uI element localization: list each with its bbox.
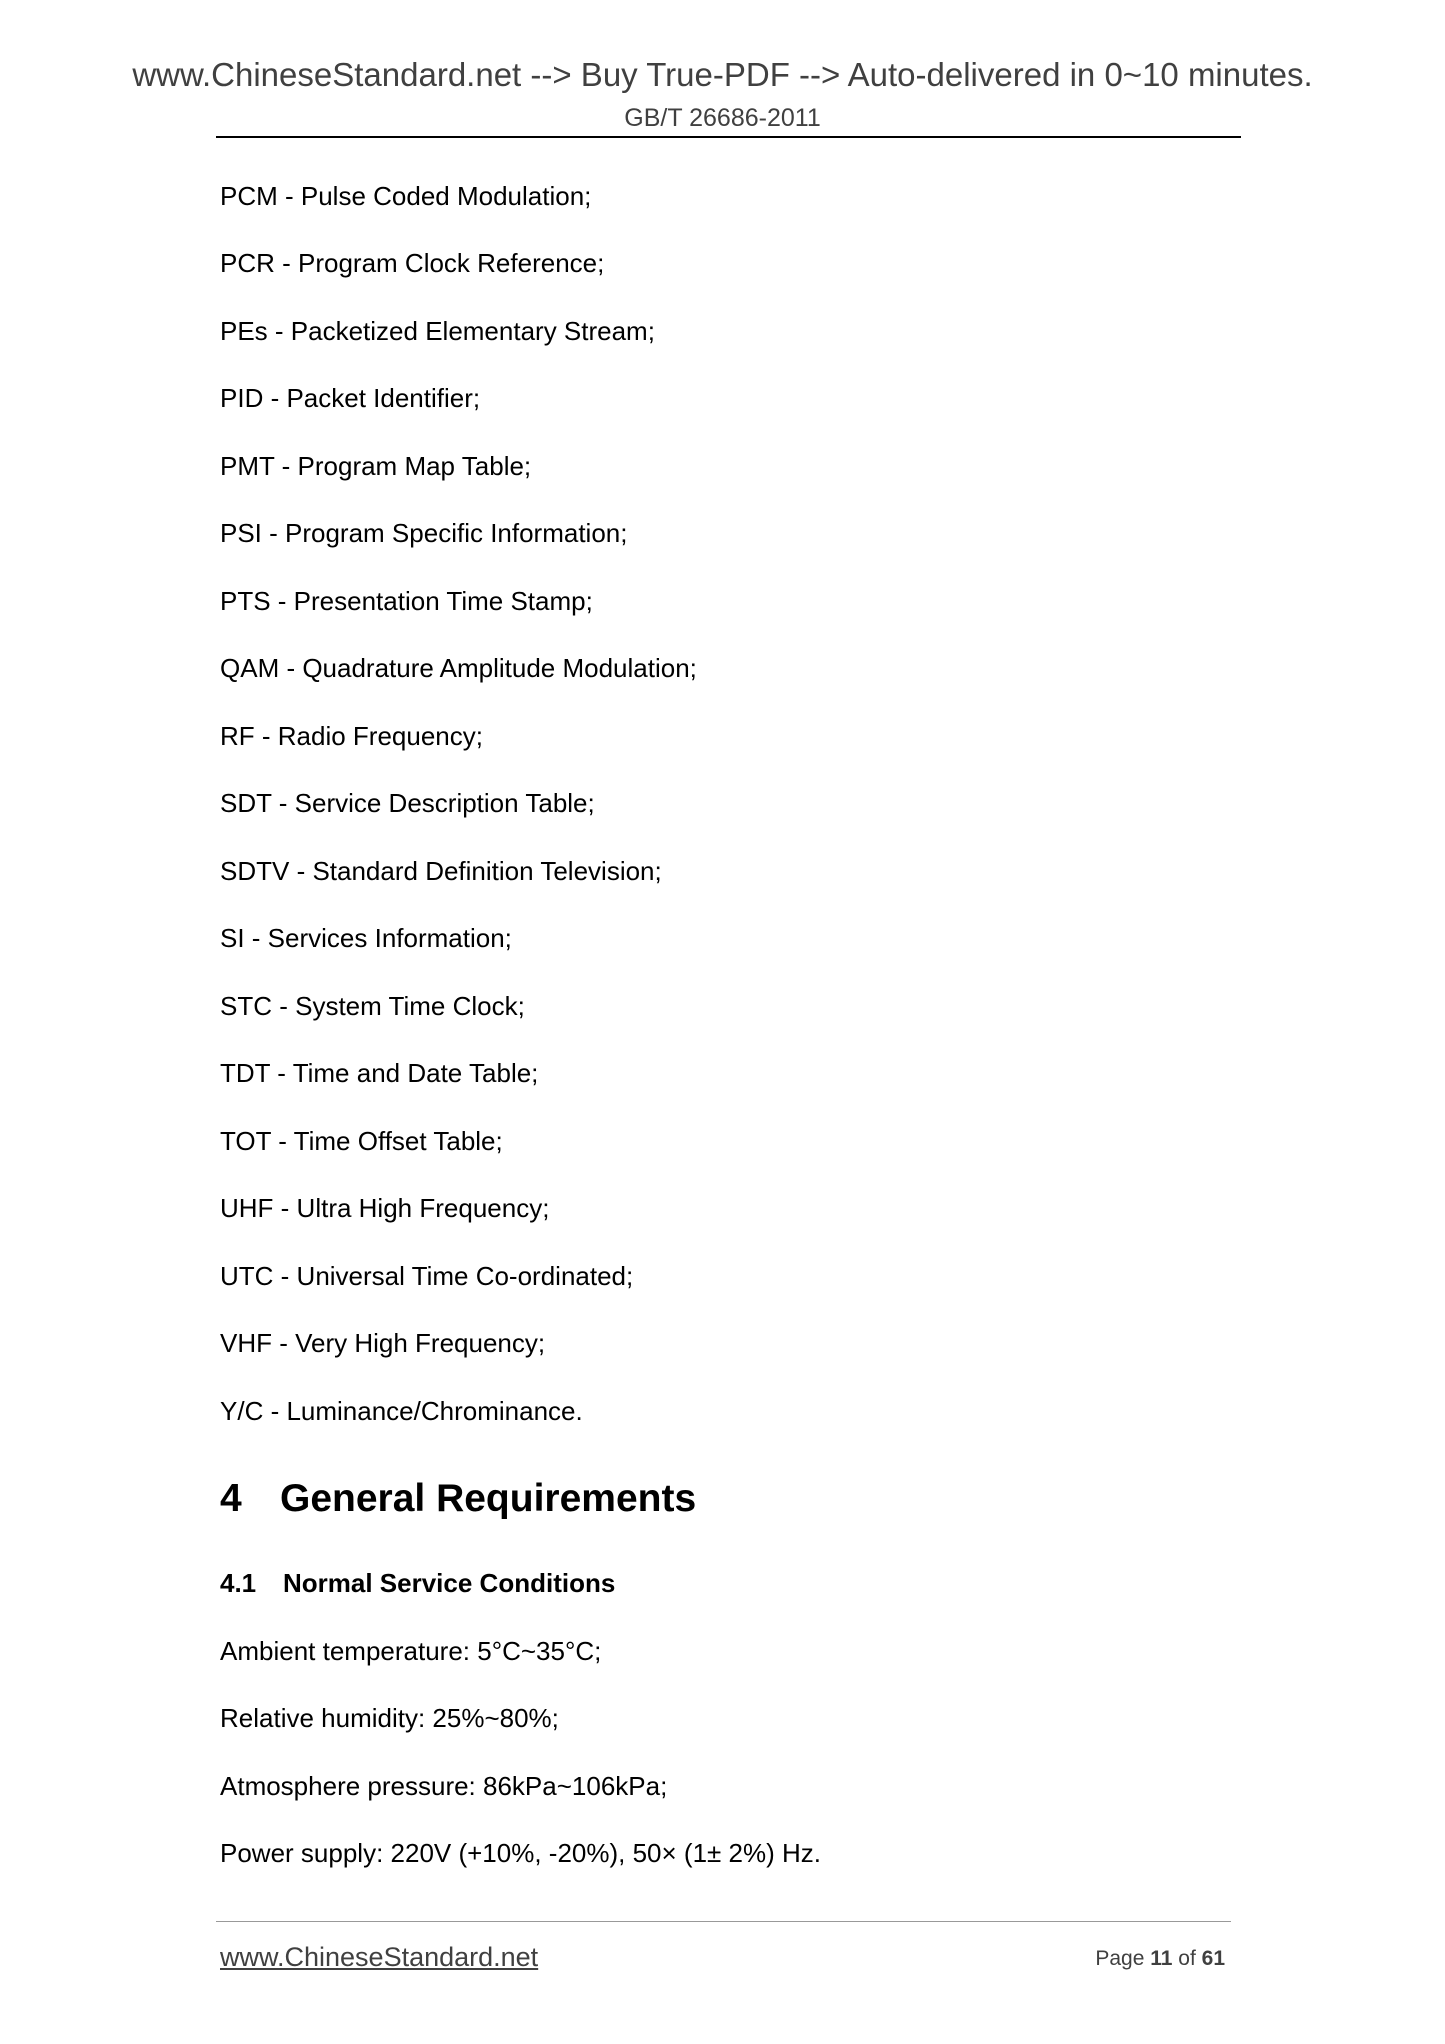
- abbreviation-item: QAM - Quadrature Amplitude Modulation;: [220, 653, 697, 683]
- abbreviation-item: VHF - Very High Frequency;: [220, 1328, 546, 1358]
- abbreviation-item: STC - System Time Clock;: [220, 991, 525, 1021]
- page-total: 61: [1201, 1947, 1225, 1970]
- abbreviation-item: PID - Packet Identifier;: [220, 383, 481, 413]
- page-current: 11: [1150, 1947, 1173, 1970]
- footer-divider: [216, 1921, 1231, 1922]
- abbreviation-item: UTC - Universal Time Co-ordinated;: [220, 1261, 634, 1291]
- footer-website-link[interactable]: www.ChineseStandard.net: [220, 1942, 539, 1972]
- abbreviation-item: PSI - Program Specific Information;: [220, 518, 628, 548]
- abbreviation-item: TDT - Time and Date Table;: [220, 1058, 539, 1088]
- condition-relative-humidity: Relative humidity: 25%~80%;: [220, 1703, 559, 1733]
- abbreviation-item: PTS - Presentation Time Stamp;: [220, 586, 593, 616]
- subsection-heading: [220, 1570, 615, 1596]
- abbreviation-item: UHF - Ultra High Frequency;: [220, 1193, 550, 1223]
- subsection-title: Normal Service Conditions: [283, 1568, 616, 1598]
- header-banner: www.ChineseStandard.net --> Buy True-PDF --> Auto-delivered in 0~10 minutes.: [132, 56, 1313, 93]
- header-divider: [216, 136, 1241, 138]
- abbreviation-item: SDTV - Standard Definition Television;: [220, 856, 662, 886]
- abbreviation-item: SDT - Service Description Table;: [220, 788, 595, 818]
- page-indicator: [1095, 1948, 1225, 1969]
- abbreviation-item: PEs - Packetized Elementary Stream;: [220, 316, 655, 346]
- section-heading: [220, 1479, 696, 1518]
- page-of: of: [1178, 1947, 1196, 1970]
- abbreviation-item: PCR - Program Clock Reference;: [220, 248, 605, 278]
- abbreviation-item: TOT - Time Offset Table;: [220, 1126, 503, 1156]
- section-title: General Requirements: [280, 1477, 697, 1520]
- abbreviation-item: PMT - Program Map Table;: [220, 451, 532, 481]
- abbreviation-item: PCM - Pulse Coded Modulation;: [220, 181, 592, 211]
- section-number: 4: [220, 1477, 242, 1520]
- subsection-number: 4.1: [220, 1568, 257, 1598]
- document-code: GB/T 26686-2011: [624, 104, 821, 132]
- condition-power-supply: Power supply: 220V (+10%, -20%), 50× (1± 2%) Hz.: [220, 1838, 821, 1868]
- abbreviation-item: RF - Radio Frequency;: [220, 721, 483, 751]
- abbreviation-item: Y/C - Luminance/Chrominance.: [220, 1396, 583, 1426]
- condition-ambient-temperature: Ambient temperature: 5°C~35°C;: [220, 1636, 602, 1666]
- abbreviation-item: SI - Services Information;: [220, 923, 512, 953]
- condition-atmosphere-pressure: Atmosphere pressure: 86kPa~106kPa;: [220, 1771, 668, 1801]
- page-label: Page: [1095, 1947, 1145, 1970]
